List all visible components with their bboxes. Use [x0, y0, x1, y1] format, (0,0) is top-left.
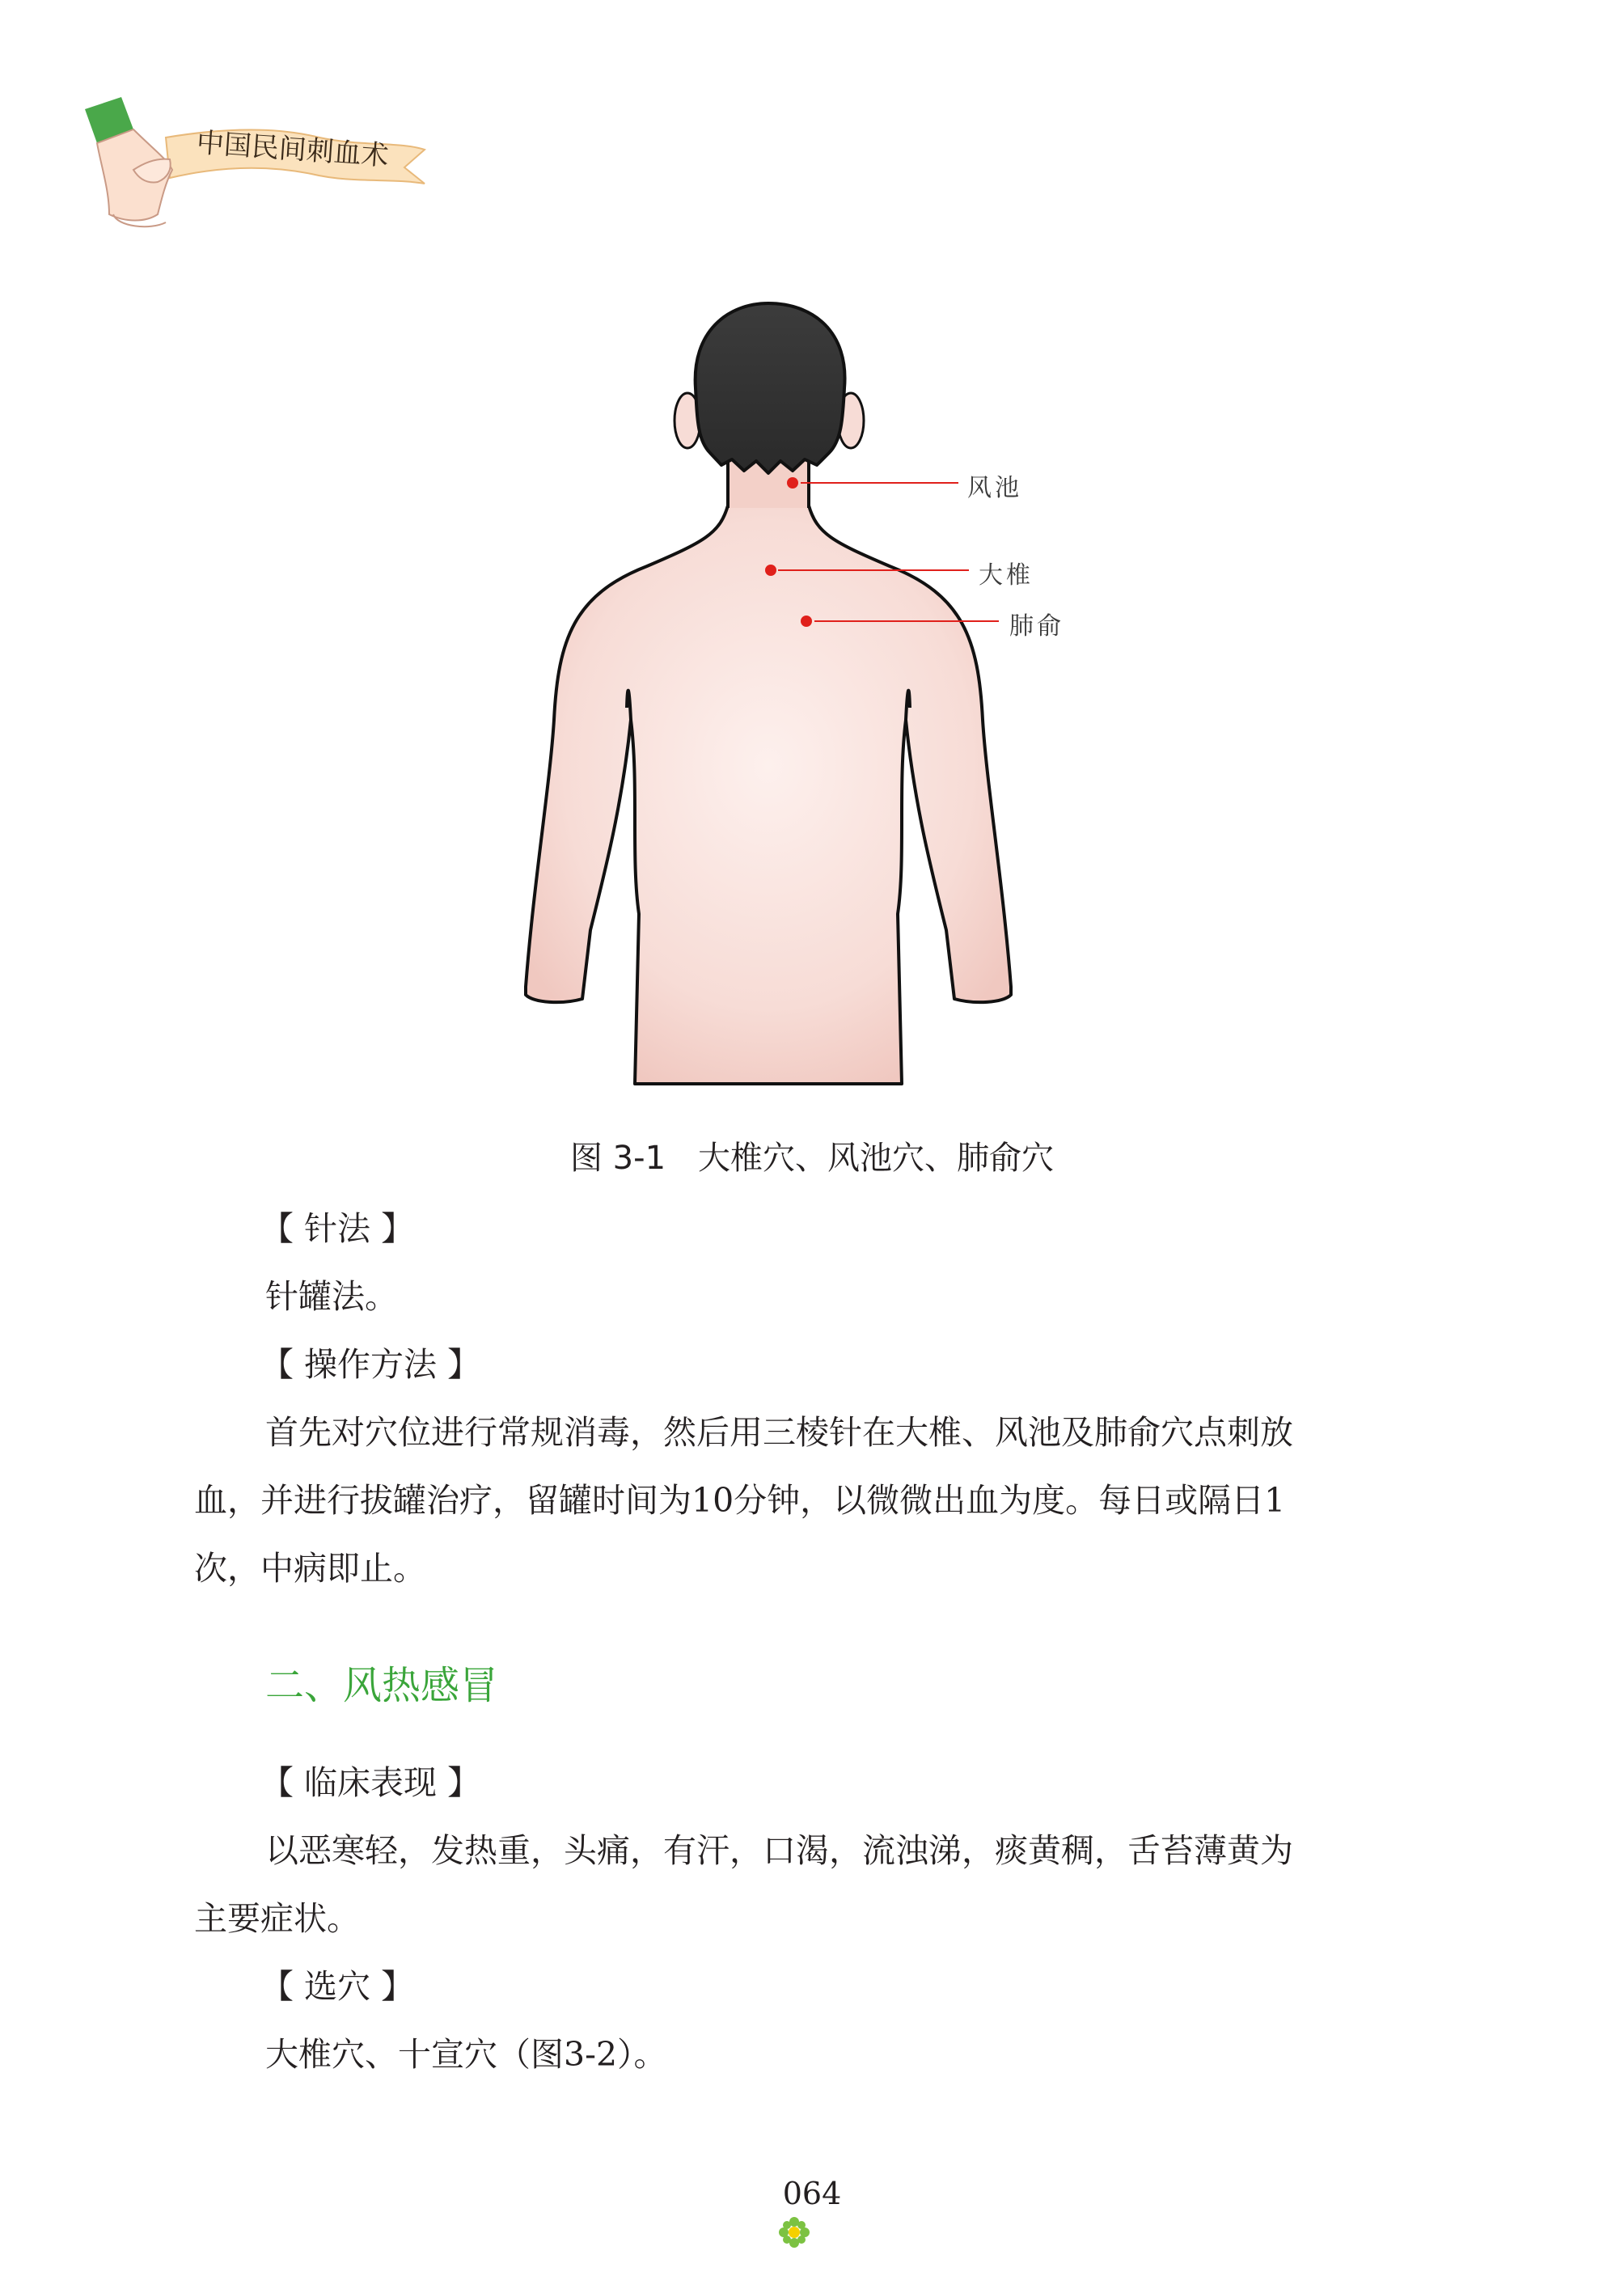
page-number: 064	[782, 2176, 842, 2211]
operation-line-1: 首先对穴位进行常规消毒，然后用三棱针在大椎、风池及肺俞穴点刺放	[265, 1413, 1293, 1452]
label-fengchi: 风池	[967, 474, 1022, 502]
dazhui-point	[765, 565, 776, 576]
needle-method-heading: 【 针法 】	[260, 1209, 415, 1248]
human-back-illustration	[485, 299, 1132, 1092]
acupoint-heading: 【 选穴 】	[260, 1967, 415, 2006]
feishu-point	[801, 616, 812, 627]
figure-caption: 图 3-1 大椎穴、风池穴、肺俞穴	[569, 1140, 1055, 1177]
clinical-heading: 【 临床表现 】	[260, 1763, 481, 1802]
section-title: 二、风热感冒	[265, 1663, 499, 1708]
header-banner	[77, 93, 433, 235]
clinical-line-1: 以恶寒轻，发热重，头痛，有汗，口渴，流浊涕，痰黄稠，舌苔薄黄为	[265, 1831, 1293, 1870]
book-title: 中国民间刺血术	[195, 126, 390, 173]
fengchi-point	[787, 477, 798, 489]
back-acupoint-figure	[485, 299, 1132, 1092]
acupoint-text: 大椎穴、十宣穴（图3-2）。	[265, 2035, 667, 2074]
operation-heading: 【 操作方法 】	[260, 1345, 481, 1384]
clinical-line-2: 主要症状。	[194, 1899, 360, 1938]
flower-icon	[778, 2216, 810, 2249]
operation-line-2: 血，并进行拔罐治疗，留罐时间为10分钟，以微微出血为度。每日或隔日1	[194, 1481, 1286, 1520]
label-dazhui: 大椎	[979, 561, 1034, 590]
label-feishu: 肺俞	[1009, 612, 1064, 641]
needle-method-text: 针罐法。	[265, 1277, 398, 1316]
operation-line-3: 次，中病即止。	[194, 1549, 426, 1588]
